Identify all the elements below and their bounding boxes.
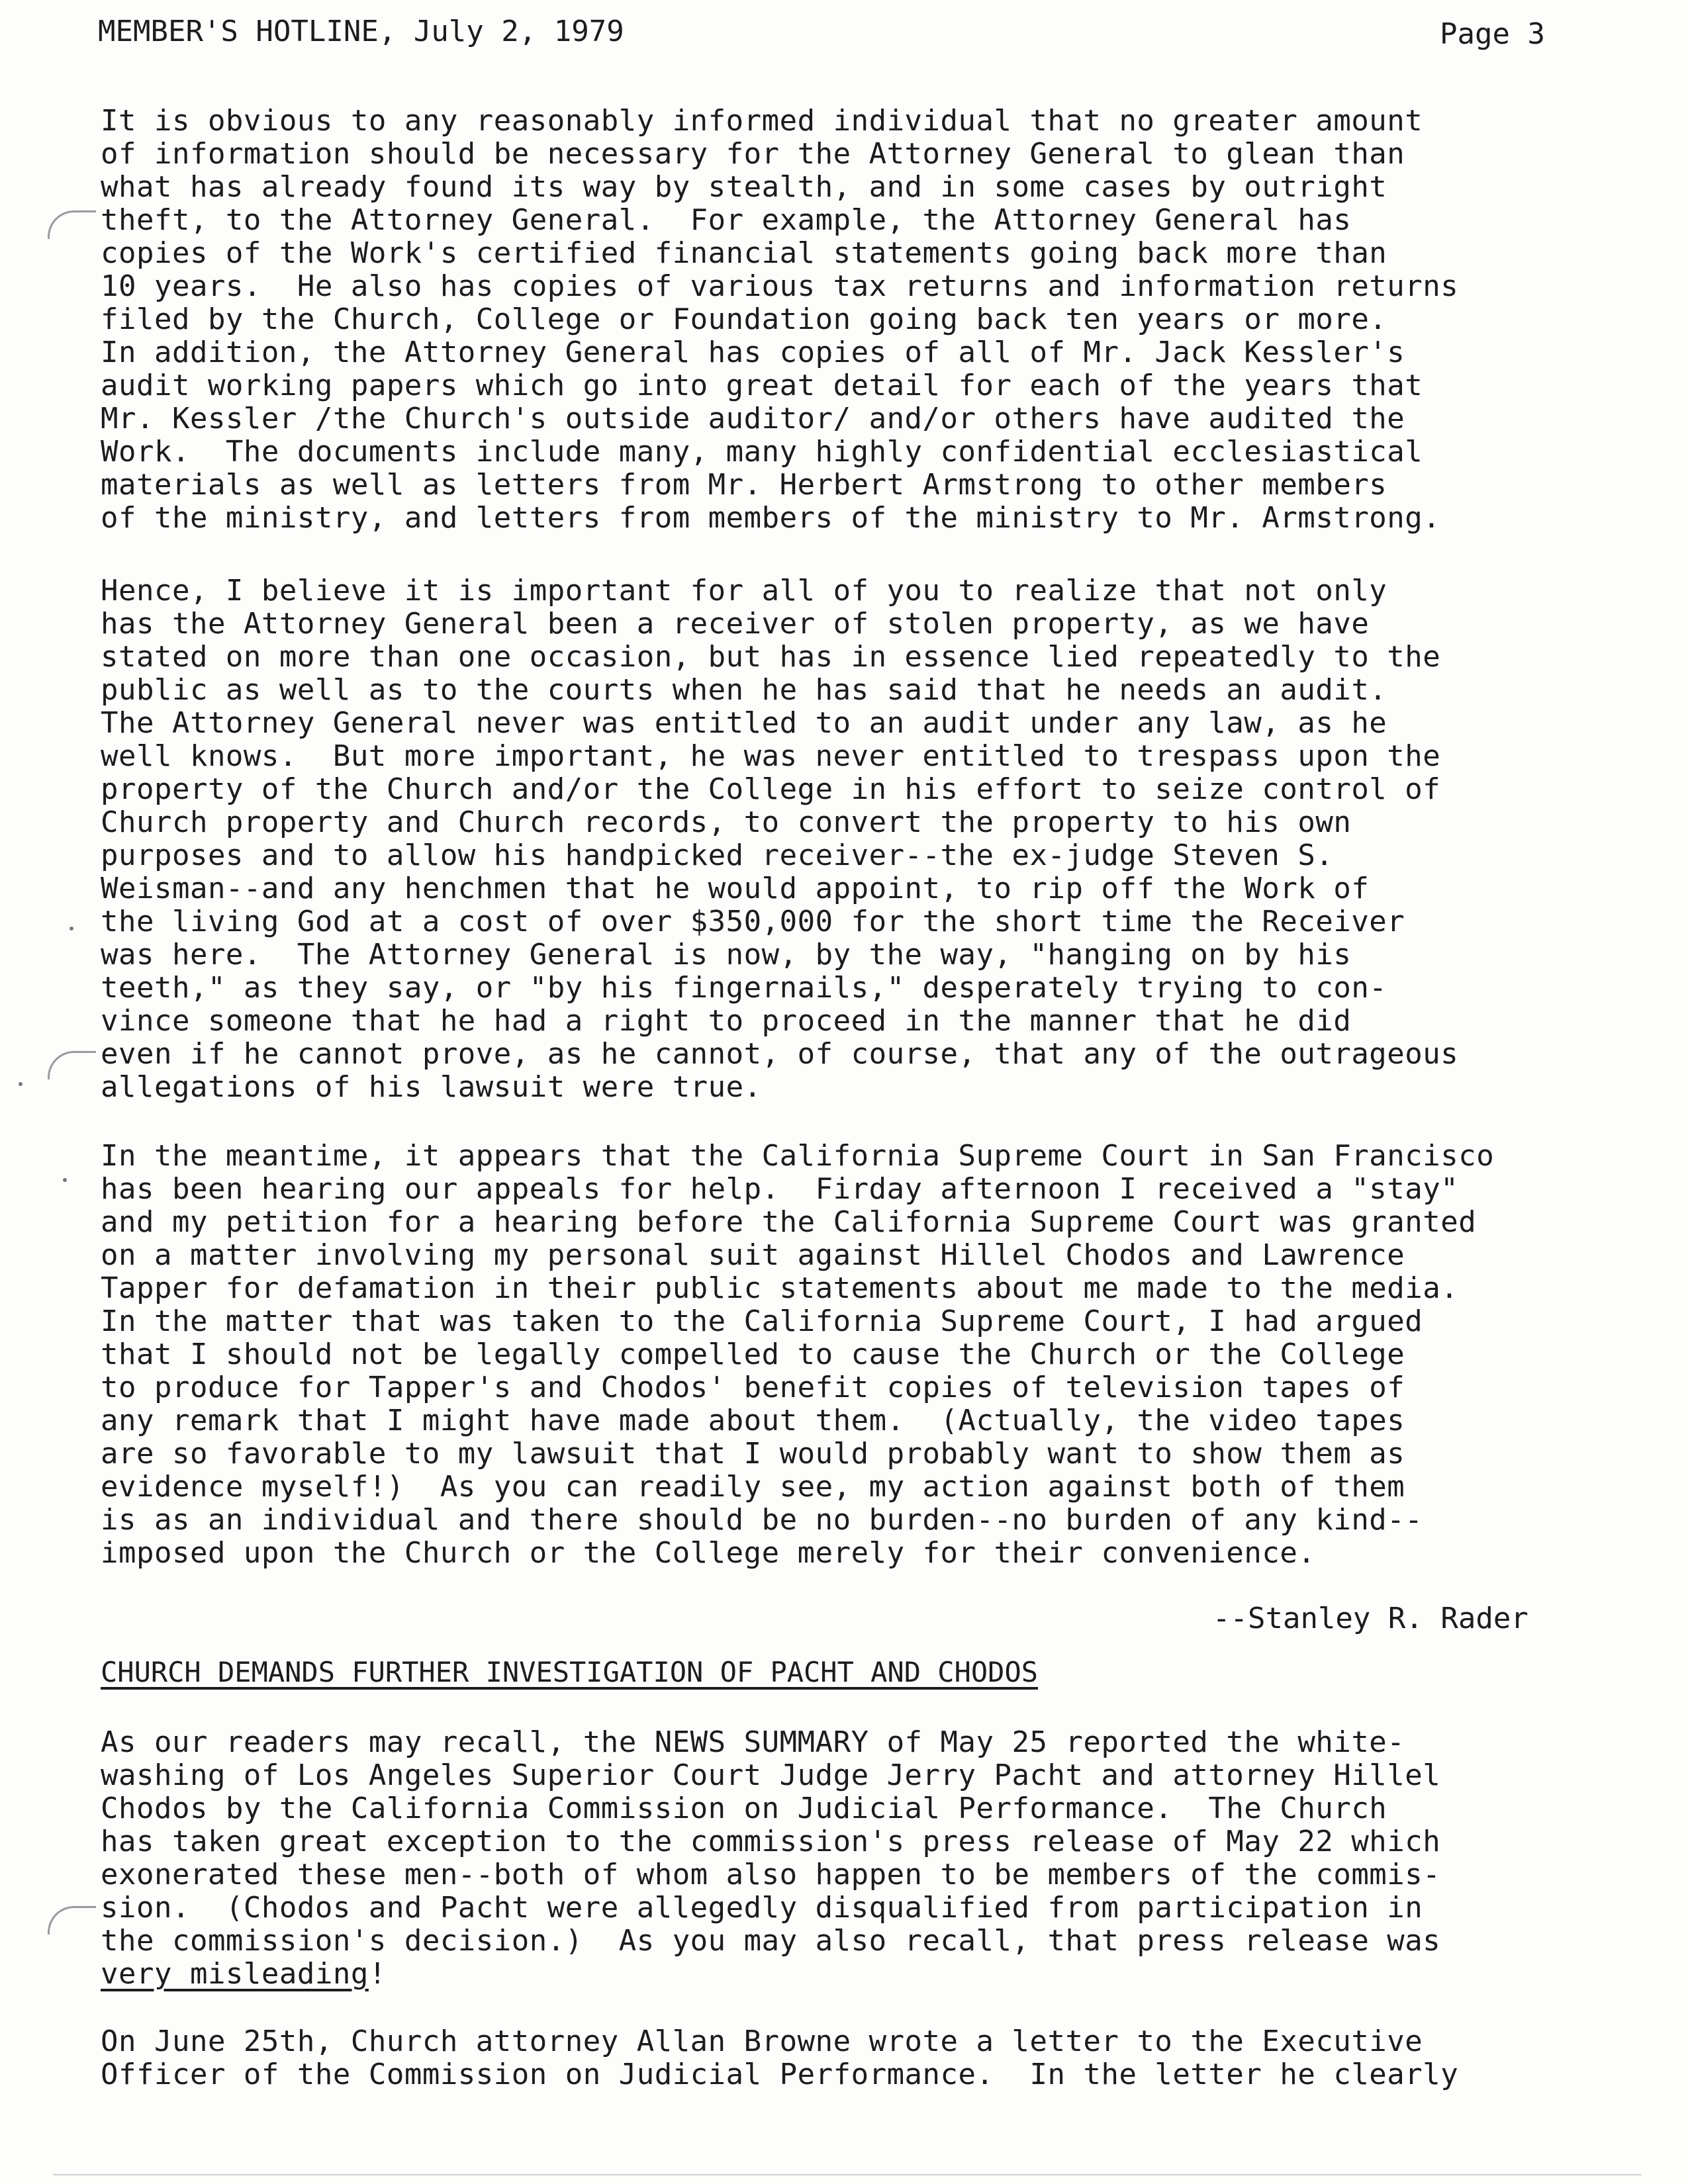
text-line: well knows. But more important, he was never entitled to trespass upon the [101,739,1441,773]
text-line: on a matter involving my personal suit against Hillel Chodos and Lawrence [101,1238,1405,1272]
text-line: theft, to the Attorney General. For example, the Attorney General has [101,203,1352,237]
text-line: filed by the Church, College or Foundation going back ten years or more. [101,302,1387,336]
page-number: Page 3 [1440,17,1545,51]
text-line: has the Attorney General been a receiver of stolen property, as we have [101,607,1370,641]
text-line: Work. The documents include many, many highly confidential ecclesiastical [101,435,1423,469]
scan-speck [63,1178,67,1182]
text-line: Weisman--and any henchmen that he would appoint, to rip off the Work of [101,872,1370,905]
text-line: teeth," as they say, or "by his fingernails," desperately trying to con- [101,971,1387,1005]
paragraph-1 [101,105,1688,535]
text-line: of information should be necessary for the Attorney General to glean than [101,137,1405,171]
text-line: On June 25th, Church attorney Allan Browne wrote a letter to the Executive [101,2025,1423,2058]
text-line: Officer of the Commission on Judicial Performance. In the letter he clearly [101,2058,1459,2091]
margin-mark [48,1906,96,1934]
text-line: As our readers may recall, the NEWS SUMMARY of May 25 reported the white- [101,1725,1405,1759]
paragraph-5 [101,2025,1688,2091]
text-line: 10 years. He also has copies of various tax returns and information returns [101,269,1459,303]
signature: --Stanley R. Rader [1213,1602,1528,1635]
newsletter-header-title: MEMBER'S HOTLINE, July 2, 1979 [98,15,624,48]
text-line: vince someone that he had a right to proceed in the manner that he did [101,1004,1352,1038]
text-line: audit working papers which go into great detail for each of the years that [101,369,1423,402]
section-heading: CHURCH DEMANDS FURTHER INVESTIGATION OF PACHT AND CHODOS [101,1656,1039,1688]
text-line: the commission's decision.) As you may also recall, that press release was [101,1924,1441,1958]
text-line: purposes and to allow his handpicked receiver--the ex-judge Steven S. [101,839,1334,872]
text-line: Chodos by the California Commission on Judicial Performance. The Church [101,1792,1387,1825]
text-line: has been hearing our appeals for help. Firday afternoon I received a "stay" [101,1172,1459,1206]
text-fragment: ! [368,1957,387,1991]
text-line: In addition, the Attorney General has copies of all of Mr. Jack Kessler's [101,336,1405,369]
text-line: property of the Church and/or the College in his effort to seize control of [101,772,1441,806]
text-line: sion. (Chodos and Pacht were allegedly disqualified from participation in [101,1891,1423,1925]
text-line: Tapper for defamation in their public statements about me made to the media. [101,1271,1459,1305]
text-line: public as well as to the courts when he has said that he needs an audit. [101,673,1387,707]
text-line: the living God at a cost of over $350,000 for the short time the Receiver [101,905,1405,938]
text-line: evidence myself!) As you can readily see, my action against both of them [101,1470,1405,1504]
scan-speck [70,927,73,931]
paragraph-4 [101,1726,1688,1991]
page-bottom-edge [53,2174,1642,2175]
margin-mark [48,210,96,239]
text-line: what has already found its way by stealth, and in some cases by outright [101,170,1387,204]
paragraph-2 [101,574,1688,1104]
text-line: that I should not be legally compelled to cause the Church or the College [101,1338,1405,1371]
text-line: are so favorable to my lawsuit that I would probably want to show them as [101,1437,1405,1471]
text-line [101,1958,1688,1991]
text-line: Church property and Church records, to convert the property to his own [101,805,1352,839]
text-line: to produce for Tapper's and Chodos' benefit copies of television tapes of [101,1371,1405,1404]
margin-mark [48,1051,96,1079]
paragraph-3 [101,1140,1688,1570]
text-line: exonerated these men--both of whom also happen to be members of the commis- [101,1858,1441,1891]
text-line: copies of the Work's certified financial statements going back more than [101,236,1387,270]
text-line: is as an individual and there should be no burden--no burden of any kind-- [101,1503,1423,1537]
text-line: In the matter that was taken to the California Supreme Court, I had argued [101,1304,1423,1338]
text-line: In the meantime, it appears that the California Supreme Court in San Francisco [101,1139,1495,1173]
emphasized-text: very misleading [101,1957,369,1991]
text-line: Hence, I believe it is important for all of you to realize that not only [101,574,1387,608]
text-line: materials as well as letters from Mr. Herbert Armstrong to other members [101,468,1387,502]
text-line: has taken great exception to the commission's press release of May 22 which [101,1825,1441,1858]
text-line: The Attorney General never was entitled to an audit under any law, as he [101,706,1387,740]
text-line: Mr. Kessler /the Church's outside auditor/ and/or others have audited the [101,402,1405,435]
text-line: of the ministry, and letters from members of the ministry to Mr. Armstrong. [101,501,1441,535]
text-line: even if he cannot prove, as he cannot, of course, that any of the outrageous [101,1037,1459,1071]
text-line: stated on more than one occasion, but has in essence lied repeatedly to the [101,640,1441,674]
text-line: washing of Los Angeles Superior Court Judge Jerry Pacht and attorney Hillel [101,1758,1441,1792]
text-line: imposed upon the Church or the College merely for their convenience. [101,1536,1316,1570]
text-line: It is obvious to any reasonably informed individual that no greater amount [101,104,1423,138]
scan-speck [19,1082,23,1086]
text-line: any remark that I might have made about them. (Actually, the video tapes [101,1404,1405,1437]
text-line: and my petition for a hearing before the California Supreme Court was granted [101,1205,1477,1239]
text-line: was here. The Attorney General is now, by the way, "hanging on by his [101,938,1352,972]
text-line: allegations of his lawsuit were true. [101,1070,762,1104]
